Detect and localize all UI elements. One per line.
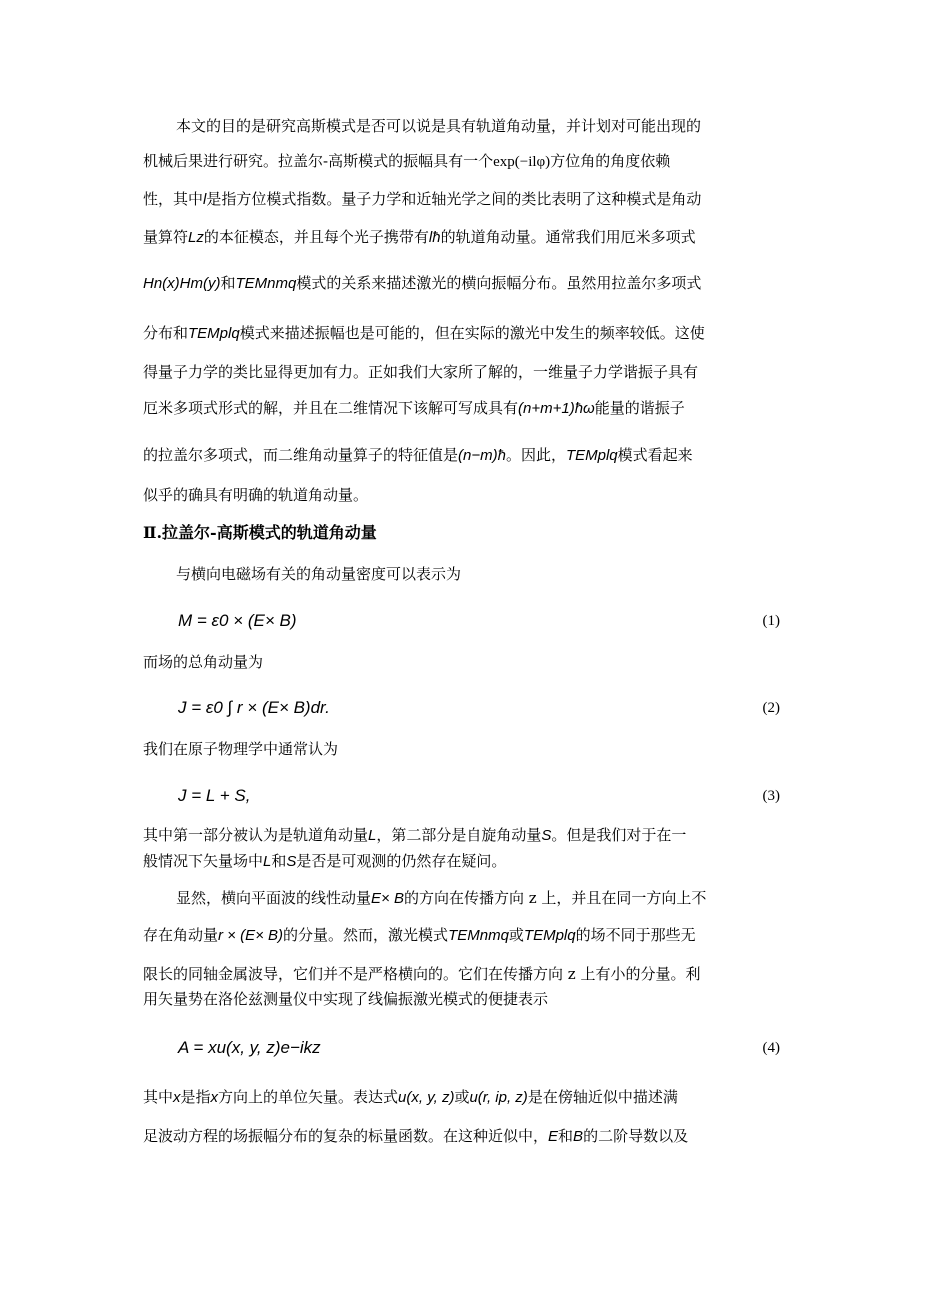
equation-expression: M = ε0 × (E× B) bbox=[178, 611, 297, 630]
text: 的方向在传播方向 z 上，并且在同一方向上不 bbox=[403, 889, 707, 907]
paragraph-line bbox=[143, 1086, 783, 1109]
text: 方向上的单位矢量。表达式 bbox=[218, 1088, 399, 1106]
text: 是指方位模式指数。量子力学和近轴光学之间的类比表明了这种模式是角动 bbox=[206, 190, 702, 208]
paragraph-line bbox=[176, 563, 783, 585]
paragraph-line bbox=[143, 963, 783, 985]
paragraph-line bbox=[176, 115, 783, 137]
text: 用矢量势在洛伦兹测量仪中实现了线偏振激光模式的便捷表示 bbox=[143, 990, 549, 1008]
equation-number-text: (1) bbox=[762, 613, 780, 629]
text: 的场不同于那些无 bbox=[575, 926, 696, 944]
paragraph-line bbox=[143, 322, 783, 345]
text: 性，其中 bbox=[143, 190, 204, 208]
math-expression: L bbox=[368, 827, 377, 844]
math-expression: E bbox=[548, 1128, 559, 1145]
text: 我们在原子物理学中通常认为 bbox=[143, 740, 339, 758]
math-expression: Hn(x)Hm(y) bbox=[143, 275, 221, 292]
text: 。因此， bbox=[505, 446, 566, 464]
text: 是指 bbox=[180, 1088, 211, 1106]
text: 模式看起来 bbox=[617, 446, 693, 464]
math-expression: E× B bbox=[371, 890, 404, 907]
math-expression: lħ bbox=[428, 229, 441, 246]
text: 而场的总角动量为 bbox=[143, 653, 264, 671]
text: 存在角动量 bbox=[143, 926, 219, 944]
text: 其中第一部分被认为是轨道角动量 bbox=[143, 826, 369, 844]
text: 显然，横向平面波的线性动量 bbox=[176, 889, 372, 907]
paragraph-line bbox=[143, 988, 783, 1010]
text: 分布和 bbox=[143, 324, 189, 342]
equation-2 bbox=[178, 696, 330, 720]
text: 限长的同轴金属波导，它们并不是严格横向的。它们在传播方向 z 上有小的分量。利 bbox=[143, 965, 701, 983]
math-expression: r × (E× B) bbox=[218, 927, 284, 944]
math-expression: u(x, y, z) bbox=[398, 1089, 455, 1106]
text: ，第二部分是自旋角动量 bbox=[376, 826, 542, 844]
math-expression: x bbox=[210, 1089, 219, 1106]
paragraph-line bbox=[143, 924, 783, 947]
equation-expression: A = xu(x, y, z)e−ikz bbox=[178, 1038, 321, 1057]
text: 的拉盖尔多项式，而二维角动量算子的特征值是 bbox=[143, 446, 459, 464]
paragraph-line bbox=[143, 150, 783, 173]
math-expression: TEMnmq bbox=[448, 927, 509, 944]
equation-number bbox=[763, 1036, 781, 1060]
text: 其中 bbox=[143, 1088, 174, 1106]
paragraph-line bbox=[143, 850, 783, 873]
math-expression: (n−m)ħ bbox=[458, 447, 506, 464]
math-expression: l bbox=[203, 191, 207, 208]
equation-number bbox=[763, 784, 781, 808]
text: 机械后果进行研究。拉盖尔-高斯模式的振幅具有一个 bbox=[143, 152, 494, 170]
text: 得量子力学的类比显得更加有力。正如我们大家所了解的，一维量子力学谐振子具有 bbox=[143, 363, 699, 381]
text: 厄米多项式形式的解，并且在二维情况下该解可写成具有 bbox=[143, 399, 519, 417]
math-expression: L bbox=[263, 853, 272, 870]
text: 足波动方程的场振幅分布的复杂的标量函数。在这种近似中， bbox=[143, 1127, 549, 1145]
text: 的本征模态，并且每个光子携带有 bbox=[203, 228, 429, 246]
equation-expression: J = ε0 ∫ r × (E× B)dr. bbox=[178, 698, 330, 717]
math-expression: S bbox=[286, 853, 297, 870]
text: 般情况下矢量场中 bbox=[143, 852, 264, 870]
text: 或 bbox=[454, 1088, 470, 1106]
text: 和 bbox=[271, 852, 287, 870]
math-expression: u(r, ip, z) bbox=[469, 1089, 528, 1106]
equation-3 bbox=[178, 784, 250, 808]
paragraph-line bbox=[143, 651, 783, 673]
paragraph-line bbox=[143, 397, 783, 420]
text: 和 bbox=[220, 274, 236, 292]
equation-number-text: (2) bbox=[762, 700, 780, 716]
math-expression: Lz bbox=[188, 229, 204, 246]
paragraph-line bbox=[143, 484, 783, 506]
text: 是在傍轴近似中描述满 bbox=[527, 1088, 678, 1106]
heading-text: Ⅱ.拉盖尔-高斯模式的轨道角动量 bbox=[143, 523, 377, 542]
text: 的轨道角动量。通常我们用厄米多项式 bbox=[440, 228, 696, 246]
math-expression: x bbox=[173, 1089, 181, 1106]
equation-number bbox=[763, 696, 781, 720]
paragraph-line bbox=[143, 738, 783, 760]
math-expression: TEMplq bbox=[565, 447, 618, 464]
equation-number-text: (3) bbox=[762, 788, 780, 804]
math-expression: (n+m+1)ħω bbox=[518, 400, 595, 417]
text: 与横向电磁场有关的角动量密度可以表示为 bbox=[176, 565, 462, 583]
text: 模式的关系来描述激光的横向振幅分布。虽然用拉盖尔多项式 bbox=[296, 274, 702, 292]
text: 的二阶导数以及 bbox=[583, 1127, 689, 1145]
math-expression: B bbox=[573, 1128, 584, 1145]
text: 方位角的角度依赖 bbox=[550, 152, 671, 170]
section-heading bbox=[143, 522, 783, 544]
math-expression: TEMplq bbox=[188, 325, 240, 342]
paragraph-line bbox=[143, 272, 783, 295]
paragraph-line bbox=[143, 361, 783, 383]
text: 的分量。然而，激光模式 bbox=[283, 926, 449, 944]
equation-4 bbox=[178, 1036, 321, 1060]
text: 能量的谐振子 bbox=[594, 399, 685, 417]
math-expression: TEMplq bbox=[523, 927, 576, 944]
paragraph-line bbox=[143, 188, 783, 211]
text: 模式来描述振幅也是可能的，但在实际的激光中发生的频率较低。这使 bbox=[239, 324, 705, 342]
text: 本文的目的是研究高斯模式是否可以说是具有轨道角动量，并计划对可能出现的 bbox=[176, 117, 702, 135]
text: 似乎的确具有明确的轨道角动量。 bbox=[143, 486, 369, 504]
text: 。但是我们对于在一 bbox=[551, 826, 687, 844]
text: 量算符 bbox=[143, 228, 189, 246]
paragraph-line bbox=[143, 226, 783, 249]
equation-expression: J = L + S, bbox=[178, 786, 251, 805]
math-expression: exp(−ilφ) bbox=[493, 154, 551, 170]
math-expression: TEMnmq bbox=[235, 275, 297, 292]
paragraph-line bbox=[176, 887, 783, 910]
math-expression: S bbox=[541, 827, 552, 844]
paragraph-line bbox=[143, 824, 783, 847]
equation-number bbox=[763, 609, 781, 633]
paragraph-line bbox=[143, 444, 783, 467]
equation-number-text: (4) bbox=[762, 1040, 780, 1056]
text: 或 bbox=[508, 926, 524, 944]
paragraph-line bbox=[143, 1125, 783, 1148]
text: 和 bbox=[558, 1127, 574, 1145]
text: 是否是可观测的仍然存在疑问。 bbox=[296, 852, 507, 870]
equation-1 bbox=[178, 609, 297, 633]
